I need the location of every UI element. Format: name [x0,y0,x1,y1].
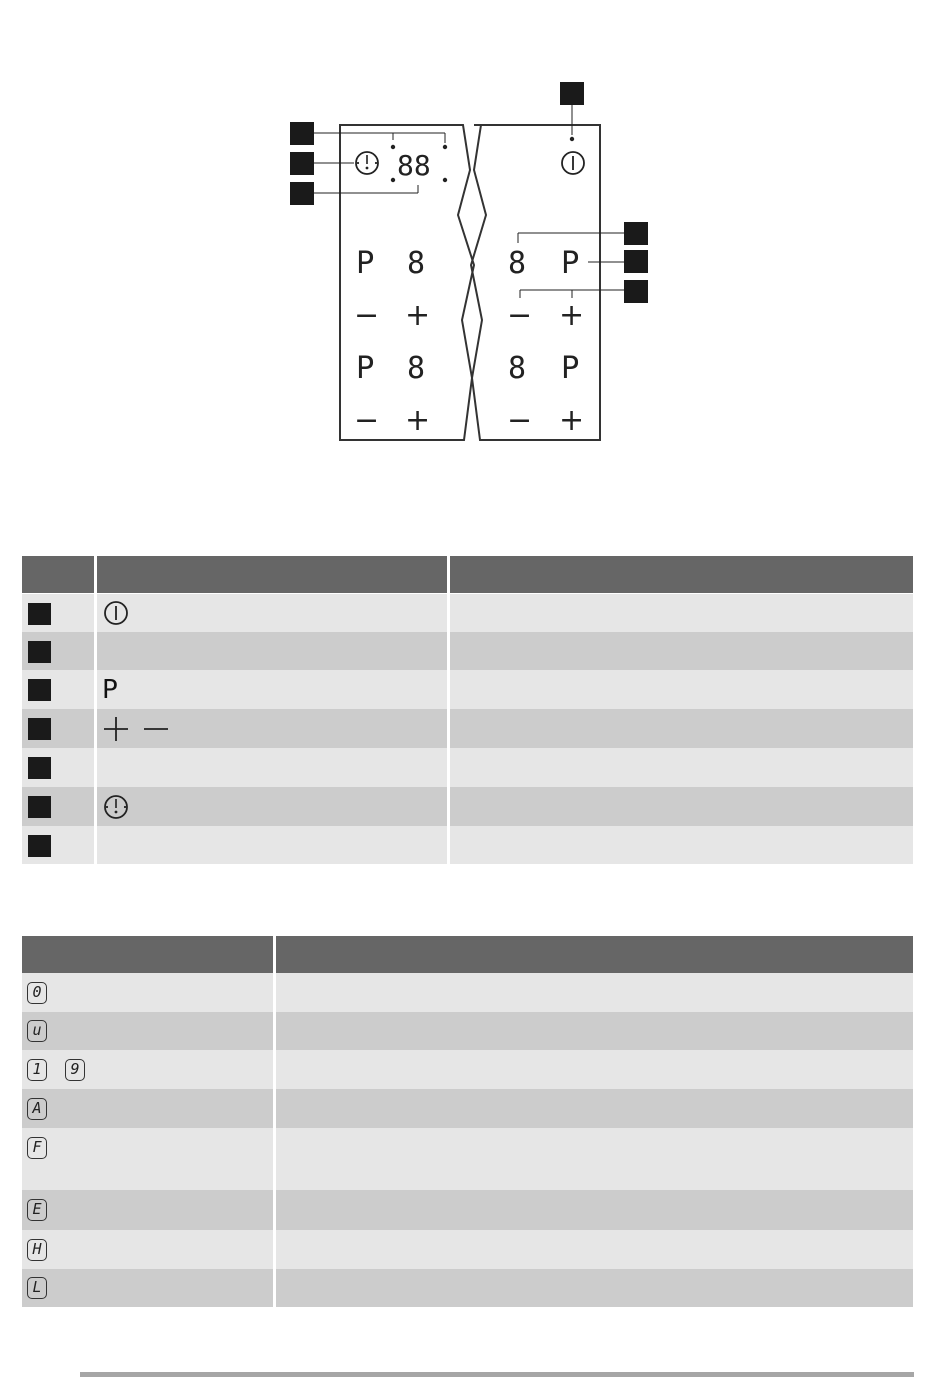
display-code-badge: 1 [27,1059,47,1081]
display-code-badge: E [27,1199,47,1221]
table-row [22,709,913,748]
control-panel-diagram [0,0,950,470]
zone-digit: 8 [407,246,426,281]
callout-box [290,122,314,145]
zone-minus: − [507,298,533,333]
table-row [22,787,913,826]
zone-digit: 8 [508,246,527,281]
plus-minus-icon [102,709,172,748]
table-row [22,1190,913,1230]
display-code-badge: A [27,1098,47,1120]
power-icon [562,152,584,174]
zone-p-label: P [356,351,375,386]
footer-rule [80,1372,914,1377]
callout-box [290,182,314,205]
table-row [22,1050,913,1089]
callout-box [28,641,51,663]
display-code-badge: 9 [65,1059,85,1081]
zone-plus: + [405,403,431,438]
right-panel-outline [471,125,600,440]
table-row [22,973,913,1012]
table-row [22,670,913,709]
zone-minus: − [507,403,533,438]
table-row [22,1089,913,1128]
callout-box [28,679,51,701]
display-code-badge: H [27,1239,47,1261]
callout-box [28,603,51,625]
zone-plus: + [405,298,431,333]
display-code-badge: L [27,1277,47,1299]
zone-plus: + [559,298,585,333]
callout-box [28,835,51,857]
callout-box [624,222,648,245]
table-row [22,594,913,632]
zone-p-label: P [356,246,375,281]
zone-p-label: P [561,246,580,281]
timer-display: 88 [397,149,431,182]
power-icon [102,594,130,632]
table-row [22,632,913,670]
callout-box [28,757,51,779]
display-code-badge: F [27,1137,47,1159]
zone-digit: 8 [407,351,426,386]
table-row [22,1230,913,1269]
zone-plus: + [559,403,585,438]
display-code-badge: u [27,1020,47,1042]
table-header [22,556,913,593]
table-row [22,826,913,864]
zone-minus: − [354,403,380,438]
callout-box [624,250,648,273]
timer-icon [102,787,130,826]
zone-p-label: P [561,351,580,386]
callout-box [624,280,648,303]
timer-icon [356,152,378,174]
callout-box [28,718,51,740]
callout-box [28,796,51,818]
zone-digit: 8 [508,351,527,386]
table-row [22,748,913,787]
table-row [22,1128,913,1190]
callout-box [290,152,314,175]
display-code-badge: 0 [27,982,47,1004]
p-symbol: P [102,674,118,705]
table-row [22,1269,913,1307]
table-row [22,1012,913,1050]
callout-box [560,82,584,105]
zone-minus: − [354,298,380,333]
table-header [22,936,913,973]
